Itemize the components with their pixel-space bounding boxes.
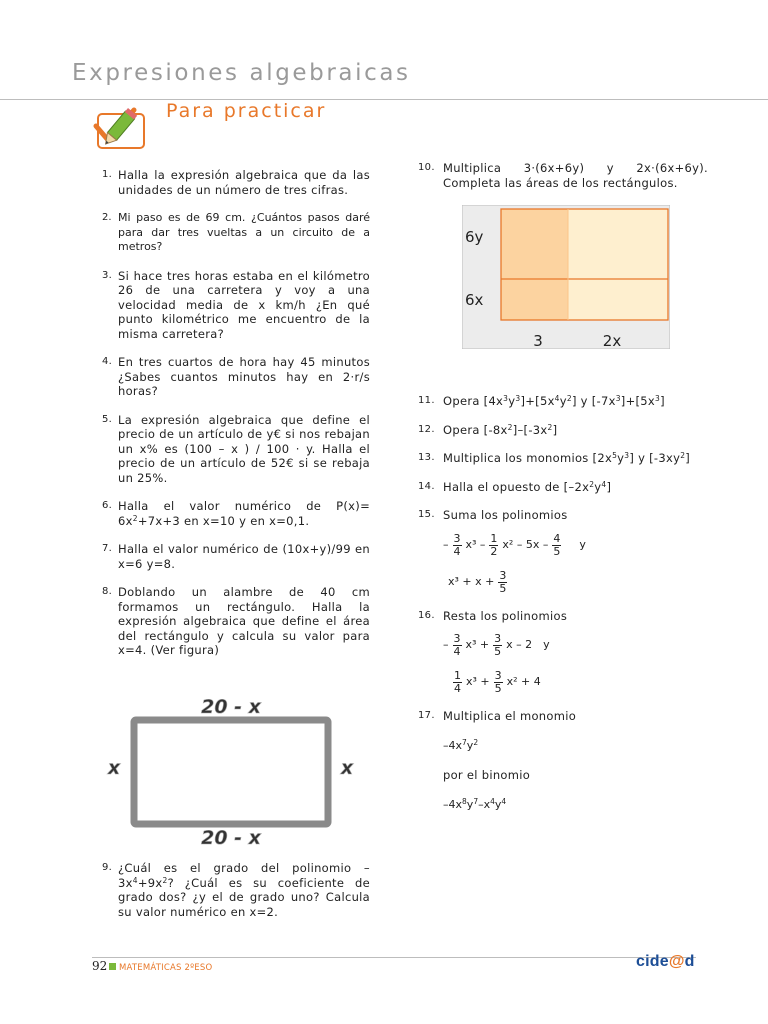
exercise-16: [418, 609, 708, 624]
exercise-14: [418, 480, 708, 495]
figure-label-bottom: 20 - x: [201, 827, 261, 849]
figure-label-right: x: [340, 757, 354, 779]
exercise-text: Halla el valor numérico de (10x+y)/99 en x=6 y=8.: [118, 542, 370, 571]
exercise-text: Multiplica 3·(6x+6y) y 2x·(6x+6y). Completa las áreas de los rectángulos.: [443, 161, 708, 190]
exercise-text: Doblando un alambre de 40 cm formamos un rectángulo. Halla la expresión algebraica que define el área del rectángulo y calcula su valor para x=4. (Ver figura): [118, 585, 370, 657]
exercise-text: Halla el valor numérico de $P(x)= 6x^2+7x+3$ en x=10 y en x=0,1.: [118, 499, 370, 528]
monomial-17: $-4x^7y^2$: [443, 737, 479, 752]
area-rectangles-figure: [462, 205, 670, 349]
exercise-number: 5.: [102, 413, 113, 425]
polynomial-15a: – $\frac{3}{4}$ x³ – $\frac{1}{2}$ x² – 5x – $\frac{4}{5}$ y: [443, 531, 586, 558]
exercise-9: [102, 861, 370, 919]
exercise-text: Halla la expresión algebraica que da las unidades de un número de tres cifras.: [118, 168, 370, 197]
exercise-number: 12.: [418, 423, 435, 435]
page-number: 92: [92, 959, 108, 973]
exercise-5: [102, 413, 370, 486]
rect-label-3: 3: [533, 332, 543, 349]
footer-subject: MATEMÁTICAS 2ºESO: [119, 963, 213, 973]
exercise-text: Opera $[4x^3y^3]+[5x^4y^2]$ y $[-7x^3]+[5x^3]$: [443, 394, 665, 408]
exercise-number: 14.: [418, 480, 435, 492]
exercise-13: [418, 451, 708, 466]
wire-rectangle-figure: [102, 692, 370, 852]
connector-text: por el binomio: [443, 768, 531, 782]
exercise-text: En tres cuartos de hora hay 45 minutos ¿Sabes cuantos minutos hay en 2·r/s horas?: [118, 355, 370, 398]
exercise-7: [102, 542, 370, 571]
rect-label-2x: 2x: [602, 332, 622, 349]
exercise-number: 13.: [418, 452, 435, 463]
binomial-17: $-4x^8y^7-x^4y^4$: [443, 796, 507, 811]
polynomial-15b: x³ + x + $\frac{3}{5}$: [448, 568, 507, 595]
exercise-number: 2.: [102, 212, 112, 223]
page-title: Expresiones algebraicas: [72, 60, 411, 86]
exercise-17: [418, 709, 708, 724]
exercise-number: 1.: [102, 169, 113, 180]
exercise-12: [418, 423, 708, 438]
exercise-text: Halla el opuesto de $[-2x^2y^4]$: [443, 479, 612, 494]
exercise-15: [418, 508, 708, 523]
exercise-text: Resta los polinomios: [443, 608, 568, 623]
figure-label-top: 20 - x: [201, 696, 261, 718]
exercise-2: [102, 211, 370, 255]
exercise-number: 3.: [102, 269, 113, 281]
exercise-text: Opera $[-8x^2]-[-3x^2]$: [443, 422, 558, 437]
section-title: Para practicar: [166, 100, 327, 122]
exercise-11: [418, 394, 708, 409]
rect-label-6y: 6y: [465, 228, 484, 246]
exercise-number: 17.: [418, 710, 435, 721]
exercises-left-column: [102, 168, 370, 658]
exercise-text: ¿Cuál es el grado del polinomio $-3x^4+9x^2$? ¿Cuál es su coeficiente de grado dos? ¿y el de grado uno? Calcula su valor numérico en x=2.: [118, 861, 370, 919]
exercise-number: 11.: [418, 395, 435, 406]
exercise-number: 4.: [102, 356, 113, 367]
exercise-10-block: [418, 161, 708, 190]
exercise-text: La expresión algebraica que define el precio de un artículo de y€ si nos rebajan un x% es (100 – x ) / 100 · y. Halla el precio de un artículo de 52€ si se rebaja un 25%.: [118, 412, 370, 485]
exercise-text: Si hace tres horas estaba en el kilómetro 26 de una carretera y voy a una velocidad media de x km/h ¿En qué punto kilométrico me encuentro de la misma carretera?: [118, 268, 370, 341]
exercise-4: [102, 355, 370, 399]
figure-label-left: x: [107, 757, 121, 779]
exercise-8: [102, 585, 370, 658]
exercise-6: [102, 499, 370, 528]
exercise-number: 9.: [102, 862, 113, 873]
exercise-number: 16.: [418, 609, 435, 621]
pencil-icon: [90, 104, 152, 152]
exercise-9-block: [102, 861, 370, 919]
exercise-3: [102, 269, 370, 342]
exercise-text: Mi paso es de 69 cm. ¿Cuántos pasos daré para dar tres vueltas a un circuito de a metros?: [118, 211, 370, 253]
exercise-text: Multiplica los monomios $[2x^5y^3]$ y $[-3xy^2]$: [443, 451, 691, 465]
exercise-number: 15.: [418, 509, 435, 520]
exercise-10: [418, 161, 708, 190]
exercise-number: 6.: [102, 500, 113, 511]
footer-divider: [92, 957, 696, 958]
cidead-logo: cide@d: [636, 953, 695, 970]
exercise-text: Multiplica el monomio: [443, 709, 577, 723]
exercise-1: [102, 168, 370, 197]
exercise-number: 7.: [102, 543, 113, 554]
exercise-number: 10.: [418, 162, 435, 173]
exercise-number: 8.: [102, 586, 113, 597]
exercise-text: Suma los polinomios: [443, 508, 568, 522]
polynomial-16a: – $\frac{3}{4}$ x³ + $\frac{3}{5}$ x – 2 y: [443, 632, 550, 658]
footer-square-icon: [109, 963, 116, 970]
header-divider: [0, 99, 768, 100]
rect-label-6x: 6x: [465, 291, 484, 309]
exercises-right-column: [418, 394, 708, 812]
polynomial-16b: $\frac{1}{4}$ x³ + $\frac{3}{5}$ x² + 4: [454, 669, 541, 695]
